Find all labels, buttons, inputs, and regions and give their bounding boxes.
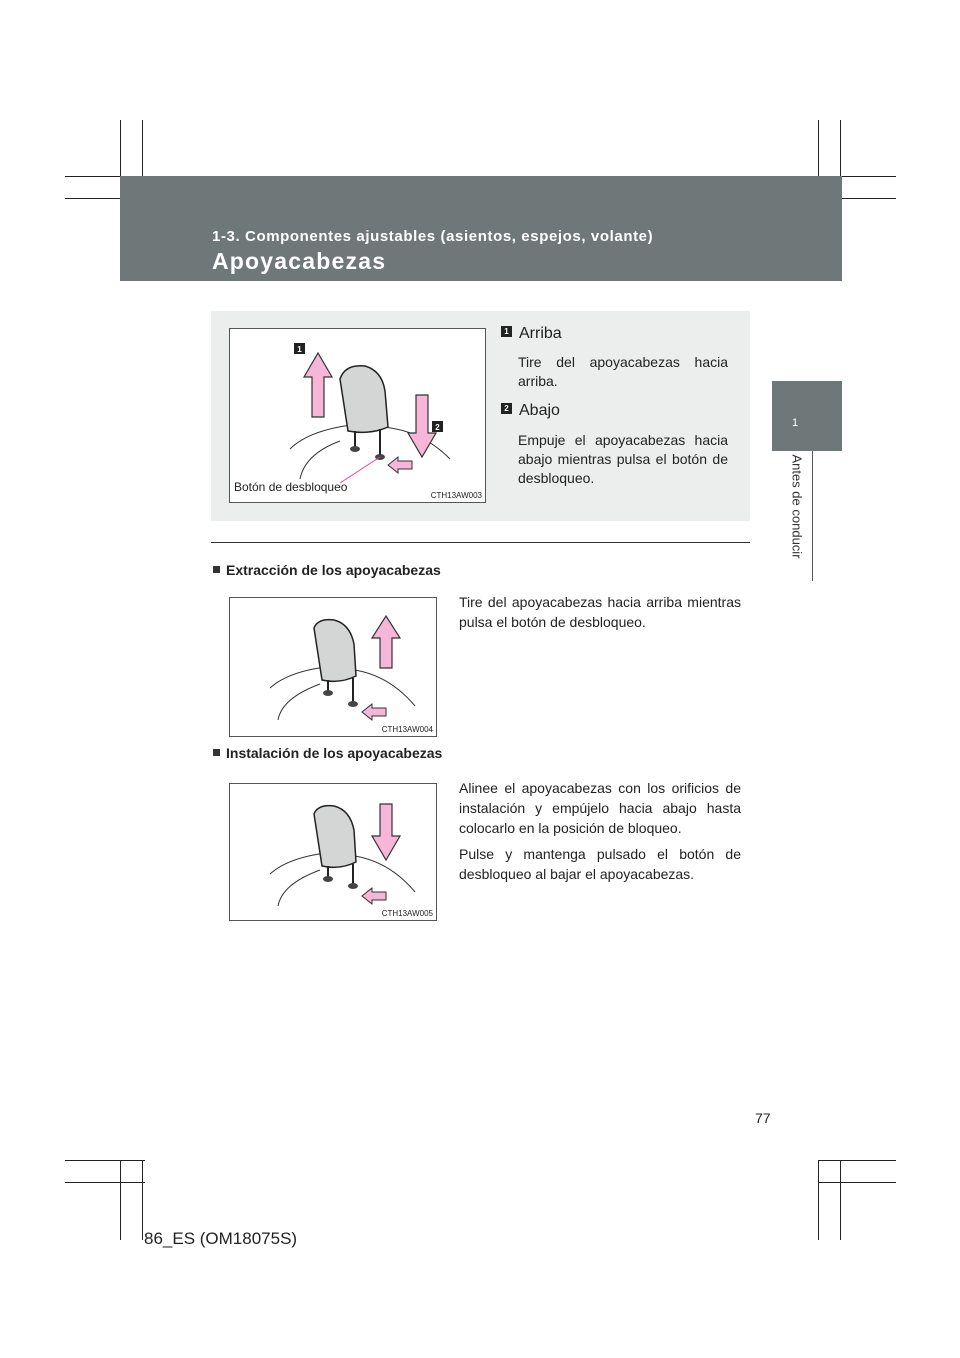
item-number-badge: 2 [501, 403, 512, 414]
item-heading-text: Arriba [519, 325, 562, 342]
chapter-label-container [772, 451, 814, 581]
crop-mark [818, 1160, 819, 1240]
section-divider [211, 542, 750, 543]
bullet-square [213, 566, 220, 573]
install-figure [229, 783, 437, 921]
paragraph: Alinee el apoyacabezas con los orificios de instalación y empújelo hacia abajo hasta colocarlo en la posición de bloqueo. [459, 780, 741, 836]
item-heading-text: Abajo [519, 402, 560, 419]
section-title: 1-3. Componentes ajustables (asientos, espejos, volante) [212, 228, 654, 245]
crop-mark [65, 1160, 145, 1161]
crop-mark [840, 1160, 841, 1240]
item-text-down: Empuje el apoyacabezas hacia abajo mientras pulsa el botón de desbloqueo. [518, 432, 728, 486]
figure-marker-1: 1 [297, 345, 302, 354]
headrest-illustration [230, 329, 485, 502]
adjustment-panel [211, 311, 750, 521]
release-button-callout: Botón de desbloqueo [234, 480, 348, 494]
figure-marker-2: 2 [435, 423, 440, 432]
figure-code: CTH13AW004 [381, 725, 433, 734]
install-text [459, 778, 741, 890]
removal-heading: Extracción de los apoyacabezas [213, 562, 441, 578]
headrest-adjust-figure [229, 328, 486, 503]
removal-figure [229, 597, 437, 737]
page-number: 77 [755, 1110, 771, 1126]
item-heading-up [501, 325, 562, 343]
install-heading: Instalación de los apoyacabezas [213, 745, 442, 761]
figure-code: CTH13AW005 [381, 909, 433, 918]
removal-text [459, 592, 741, 638]
headrest-install-illustration [230, 784, 436, 920]
crop-mark [818, 1182, 896, 1183]
crop-mark [818, 1160, 896, 1161]
crop-mark [120, 1160, 121, 1240]
chapter-label: Antes de conducir [789, 454, 805, 559]
bullet-square [213, 749, 220, 756]
section-header [120, 176, 842, 281]
chapter-number: 1 [792, 417, 799, 429]
item-heading-down [501, 402, 560, 420]
paragraph: Pulse y mantenga pulsado el botón de desbloqueo al bajar el apoyacabezas. [459, 846, 741, 882]
item-number-badge: 1 [501, 326, 512, 337]
crop-mark [142, 1160, 143, 1240]
item-text-up: Tire del apoyacabezas hacia arriba. [518, 354, 728, 389]
crop-mark [65, 1182, 145, 1183]
figure-code: CTH13AW003 [430, 491, 482, 500]
manual-code: 86_ES (OM18075S) [144, 1229, 298, 1248]
chapter-tab [772, 381, 842, 451]
page-title: Apoyacabezas [212, 248, 387, 274]
headrest-removal-illustration [230, 598, 436, 736]
paragraph: Tire del apoyacabezas hacia arriba mientras pulsa el botón de desbloqueo. [459, 594, 741, 630]
